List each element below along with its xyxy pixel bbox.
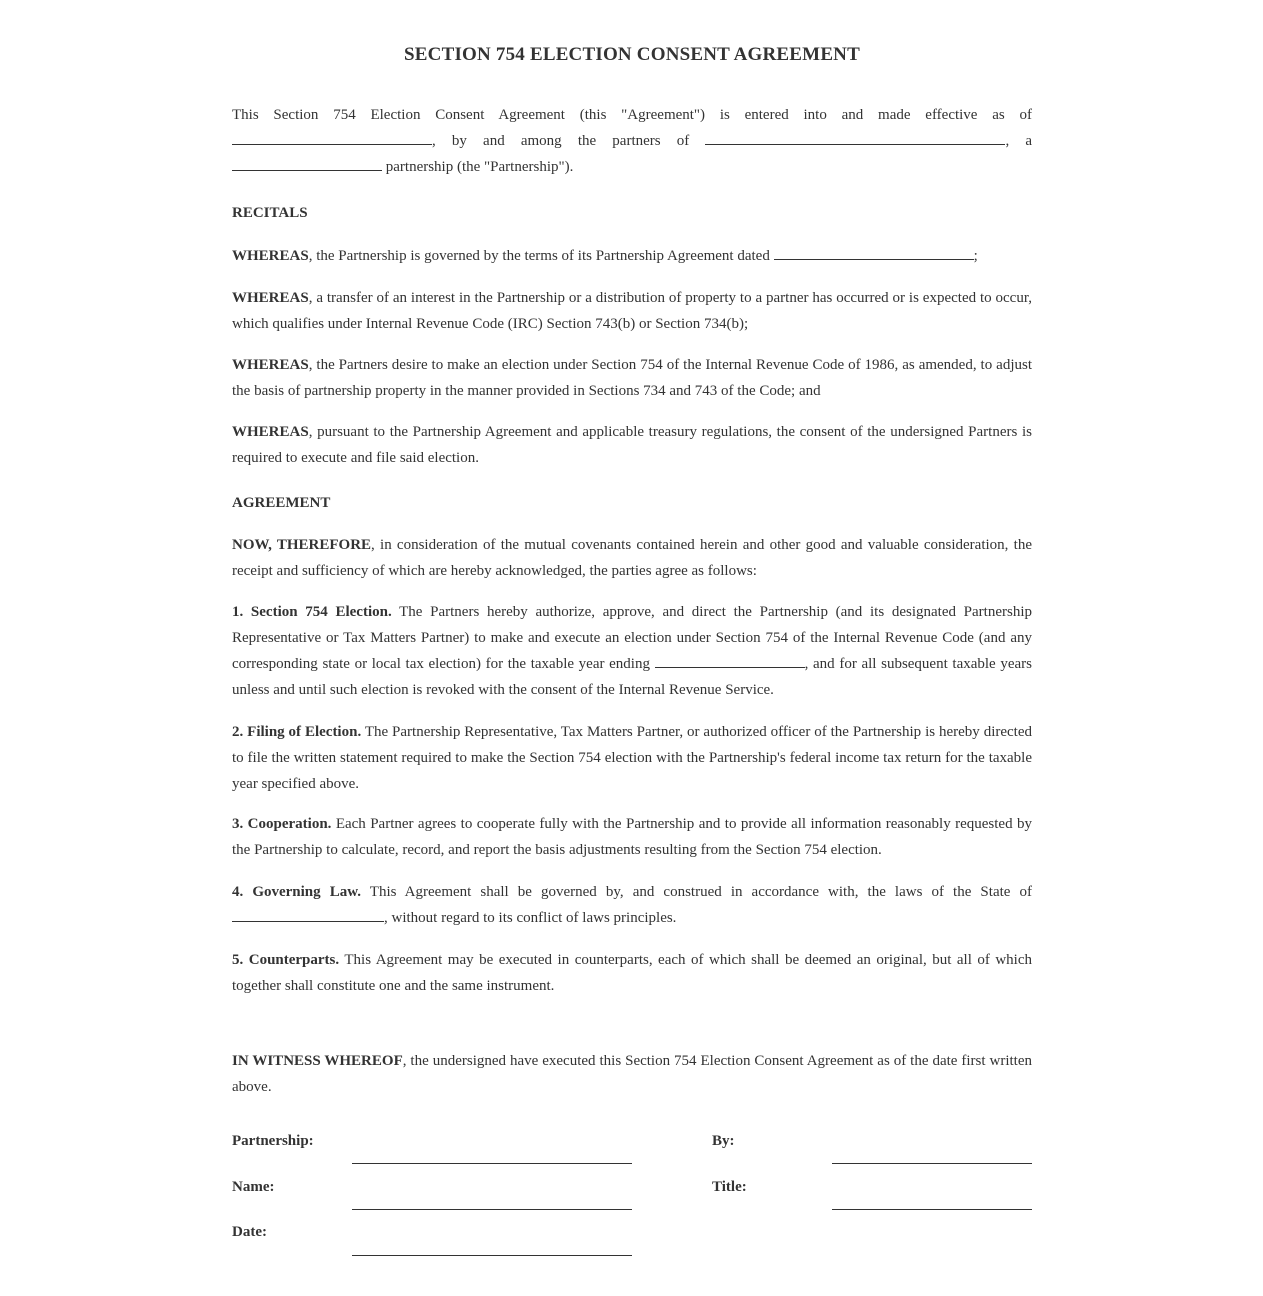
clause-5-title: 5. Counterparts. xyxy=(232,952,340,968)
by-signature-line[interactable] xyxy=(832,1163,1032,1164)
taxable-year-blank[interactable] xyxy=(655,653,805,668)
clause-4 xyxy=(232,879,1032,931)
clause-5 xyxy=(232,947,1032,999)
partnership-label: Partnership: xyxy=(232,1133,314,1149)
by-label: By: xyxy=(712,1133,735,1149)
recital-2-text: , a transfer of an interest in the Partnership or a distribution of property to a partner has occurred or is expected to occur, which qualifies under Internal Revenue Code (IRC) Section 743(b) or Section 734(b); xyxy=(232,290,1032,332)
title-label: Title: xyxy=(712,1179,747,1195)
clause-3 xyxy=(232,811,1032,863)
recitals-heading: RECITALS xyxy=(232,205,308,221)
recital-1-text: , the Partnership is governed by the terms of its Partnership Agreement dated xyxy=(308,248,770,264)
intro-text-2: , by and among the partners of xyxy=(432,133,690,149)
governing-state-blank[interactable] xyxy=(232,907,384,922)
intro-paragraph xyxy=(232,102,1032,180)
witness-paragraph xyxy=(232,1048,1032,1100)
name-label: Name: xyxy=(232,1179,275,1195)
title-signature-line[interactable] xyxy=(832,1209,1032,1210)
recital-3-text: , the Partners desire to make an election under Section 754 of the Internal Revenue Code of 1986, as amended, to adjust the basis of partnership property in the manner provided in Sections 734 and 743 of the Code; and xyxy=(232,357,1032,399)
clause-3-title: 3. Cooperation. xyxy=(232,816,332,832)
clause-1-text: The Partners hereby authorize, approve, and direct the Partnership (and its designated Partnership Representative or Tax Matters Partner) to make and execute an election under Section 754 of the Internal Revenue Code (and any corresponding state or local tax election) for the taxable year ending xyxy=(232,604,1032,672)
intro-text-4: partnership (the "Partnership"). xyxy=(385,159,574,175)
clause-2 xyxy=(232,719,1032,797)
intro-text-1: This Section 754 Election Consent Agreement (this "Agreement") is entered into and made effective as of xyxy=(232,107,1032,123)
clause-4-tail: , without regard to its conflict of laws principles. xyxy=(384,910,677,926)
recital-3-lead: WHEREAS xyxy=(232,357,309,373)
partnership-state-blank[interactable] xyxy=(232,156,382,171)
partnership-name-blank[interactable] xyxy=(705,130,1005,145)
intro-text-3: , a xyxy=(1005,133,1032,149)
name-signature-line[interactable] xyxy=(352,1209,632,1210)
clause-1-tail: , and for all subsequent taxable years unless and until such election is revoked with the consent of the Internal Revenue Service. xyxy=(232,656,1033,698)
recital-1-tail: ; xyxy=(973,248,978,264)
recital-3 xyxy=(232,352,1032,404)
date-signature-line[interactable] xyxy=(352,1255,632,1256)
clause-5-text: This Agreement may be executed in counterparts, each of which shall be deemed an original, but all of which together shall constitute one and the same instrument. xyxy=(232,952,1032,994)
witness-lead: IN WITNESS WHEREOF xyxy=(232,1053,403,1069)
clause-1-title: 1. Section 754 Election. xyxy=(232,604,392,620)
clause-3-text: Each Partner agrees to cooperate fully with the Partnership and to provide all information reasonably requested by the Partnership to calculate, record, and report the basis adjustments resulting from the Section 754 election. xyxy=(232,816,1032,858)
recital-4-lead: WHEREAS xyxy=(232,424,309,440)
recital-1-lead: WHEREAS xyxy=(232,248,309,264)
clause-4-text: This Agreement shall be governed by, and construed in accordance with, the laws of the State of xyxy=(360,884,1032,900)
now-therefore-paragraph xyxy=(232,532,1032,584)
now-therefore-lead: NOW, THEREFORE xyxy=(232,537,372,553)
recital-2 xyxy=(232,285,1032,337)
clause-2-text: The Partnership Representative, Tax Matters Partner, or authorized officer of the Partnership is hereby directed to file the written statement required to make the Section 754 election with the Partnership's federal income tax return for the taxable year specified above. xyxy=(232,724,1032,792)
recital-2-lead: WHEREAS xyxy=(232,290,309,306)
agreement-date-blank[interactable] xyxy=(774,245,974,260)
recital-1 xyxy=(232,243,1032,269)
recital-4 xyxy=(232,419,1032,471)
agreement-heading: AGREEMENT xyxy=(232,495,331,511)
date-label: Date: xyxy=(232,1224,267,1240)
recital-4-text: , pursuant to the Partnership Agreement and applicable treasury regulations, the consent of the undersigned Partners is required to execute and file said election. xyxy=(232,424,1032,466)
clause-4-title: 4. Governing Law. xyxy=(232,884,361,900)
now-therefore-text: , in consideration of the mutual covenants contained herein and other good and valuable consideration, the receipt and sufficiency of which are hereby acknowledged, the parties agree as follows: xyxy=(232,537,1032,579)
witness-text: , the undersigned have executed this Section 754 Election Consent Agreement as of the date first written above. xyxy=(232,1053,1032,1095)
document-title: SECTION 754 ELECTION CONSENT AGREEMENT xyxy=(404,44,860,65)
clause-1 xyxy=(232,599,1032,703)
clause-2-title: 2. Filing of Election. xyxy=(232,724,362,740)
partnership-signature-line[interactable] xyxy=(352,1163,632,1164)
effective-date-blank[interactable] xyxy=(232,130,432,145)
